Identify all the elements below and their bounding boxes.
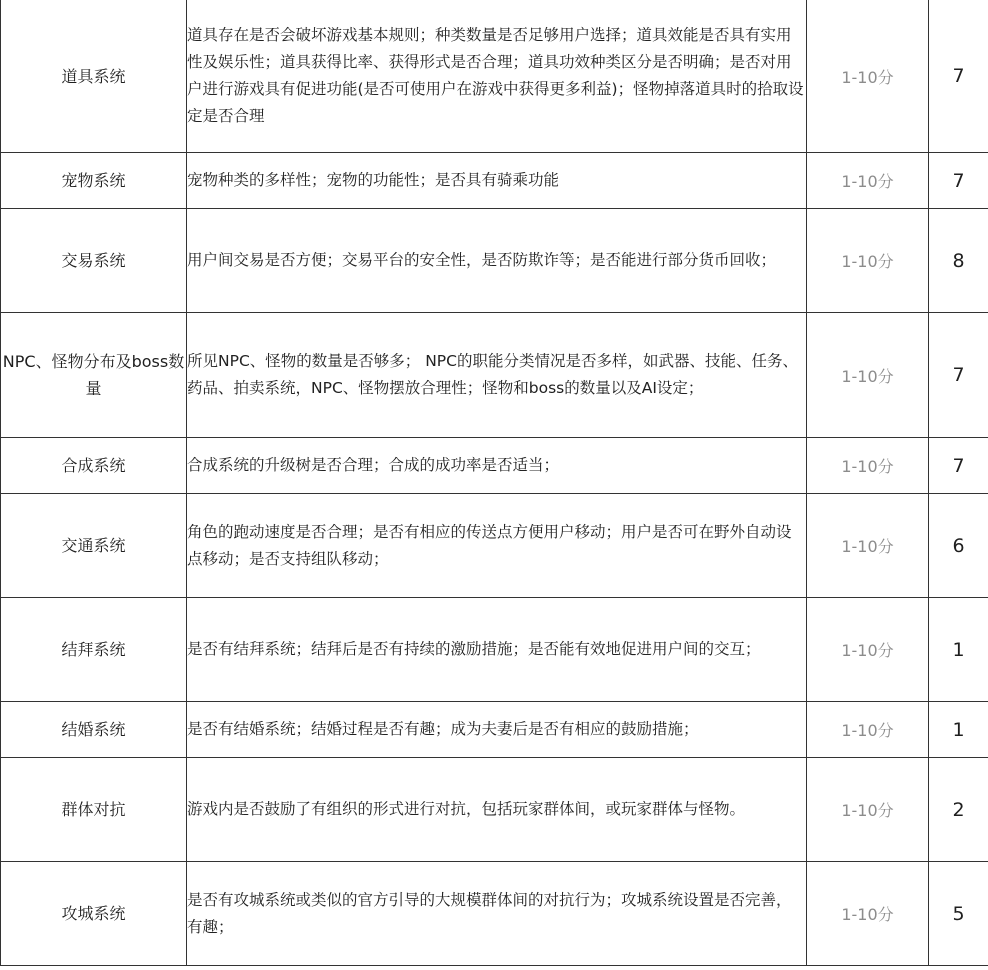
criteria-cell: 用户间交易是否方便；交易平台的安全性，是否防欺诈等；是否能进行部分货币回收； [187,209,807,313]
category-cell: 结拜系统 [1,598,187,702]
score-range-cell: 1-10分 [807,494,929,598]
table-row [1,702,988,758]
table-row [1,862,988,966]
table-row [1,0,988,153]
score-range-cell: 1-10分 [807,153,929,209]
score-cell: 7 [929,438,988,494]
score-range-cell: 1-10分 [807,598,929,702]
score-cell: 7 [929,0,988,153]
category-cell: 宠物系统 [1,153,187,209]
table-row [1,758,988,862]
criteria-cell: 是否有结拜系统；结拜后是否有持续的激励措施；是否能有效地促进用户间的交互； [187,598,807,702]
category-cell: 群体对抗 [1,758,187,862]
criteria-cell: 所见NPC、怪物的数量是否够多； NPC的职能分类情况是否多样，如武器、技能、任务、药品、拍卖系统，NPC、怪物摆放合理性；怪物和boss的数量以及AI设定； [187,313,807,438]
criteria-cell: 合成系统的升级树是否合理；合成的成功率是否适当； [187,438,807,494]
table-row [1,494,988,598]
category-cell: 道具系统 [1,0,187,153]
table-row [1,313,988,438]
criteria-cell: 道具存在是否会破坏游戏基本规则；种类数量是否足够用户选择；道具效能是否具有实用性及娱乐性；道具获得比率、获得形式是否合理；道具功效种类区分是否明确；是否对用户进行游戏具有促进功能(是否可使用户在游戏中获得更多利益)；怪物掉落道具时的拾取设定是否合理 [187,0,807,153]
table-row [1,598,988,702]
table-row [1,438,988,494]
category-cell: 结婚系统 [1,702,187,758]
score-cell: 6 [929,494,988,598]
table-row [1,153,988,209]
score-cell: 7 [929,313,988,438]
category-cell: NPC、怪物分布及boss数量 [1,313,187,438]
category-cell: 合成系统 [1,438,187,494]
category-cell: 交通系统 [1,494,187,598]
criteria-cell: 角色的跑动速度是否合理；是否有相应的传送点方便用户移动；用户是否可在野外自动设点移动；是否支持组队移动； [187,494,807,598]
score-range-cell: 1-10分 [807,702,929,758]
criteria-cell: 是否有攻城系统或类似的官方引导的大规模群体间的对抗行为；攻城系统设置是否完善，有趣； [187,862,807,966]
score-cell: 2 [929,758,988,862]
table-row [1,209,988,313]
criteria-cell: 宠物种类的多样性；宠物的功能性；是否具有骑乘功能 [187,153,807,209]
score-range-cell: 1-10分 [807,313,929,438]
score-range-cell: 1-10分 [807,0,929,153]
score-range-cell: 1-10分 [807,209,929,313]
score-cell: 7 [929,153,988,209]
score-cell: 5 [929,862,988,966]
score-cell: 1 [929,702,988,758]
score-cell: 1 [929,598,988,702]
score-cell: 8 [929,209,988,313]
score-range-cell: 1-10分 [807,862,929,966]
score-range-cell: 1-10分 [807,438,929,494]
criteria-cell: 是否有结婚系统；结婚过程是否有趣；成为夫妻后是否有相应的鼓励措施； [187,702,807,758]
category-cell: 交易系统 [1,209,187,313]
criteria-cell: 游戏内是否鼓励了有组织的形式进行对抗，包括玩家群体间，或玩家群体与怪物。 [187,758,807,862]
category-cell: 攻城系统 [1,862,187,966]
score-range-cell: 1-10分 [807,758,929,862]
